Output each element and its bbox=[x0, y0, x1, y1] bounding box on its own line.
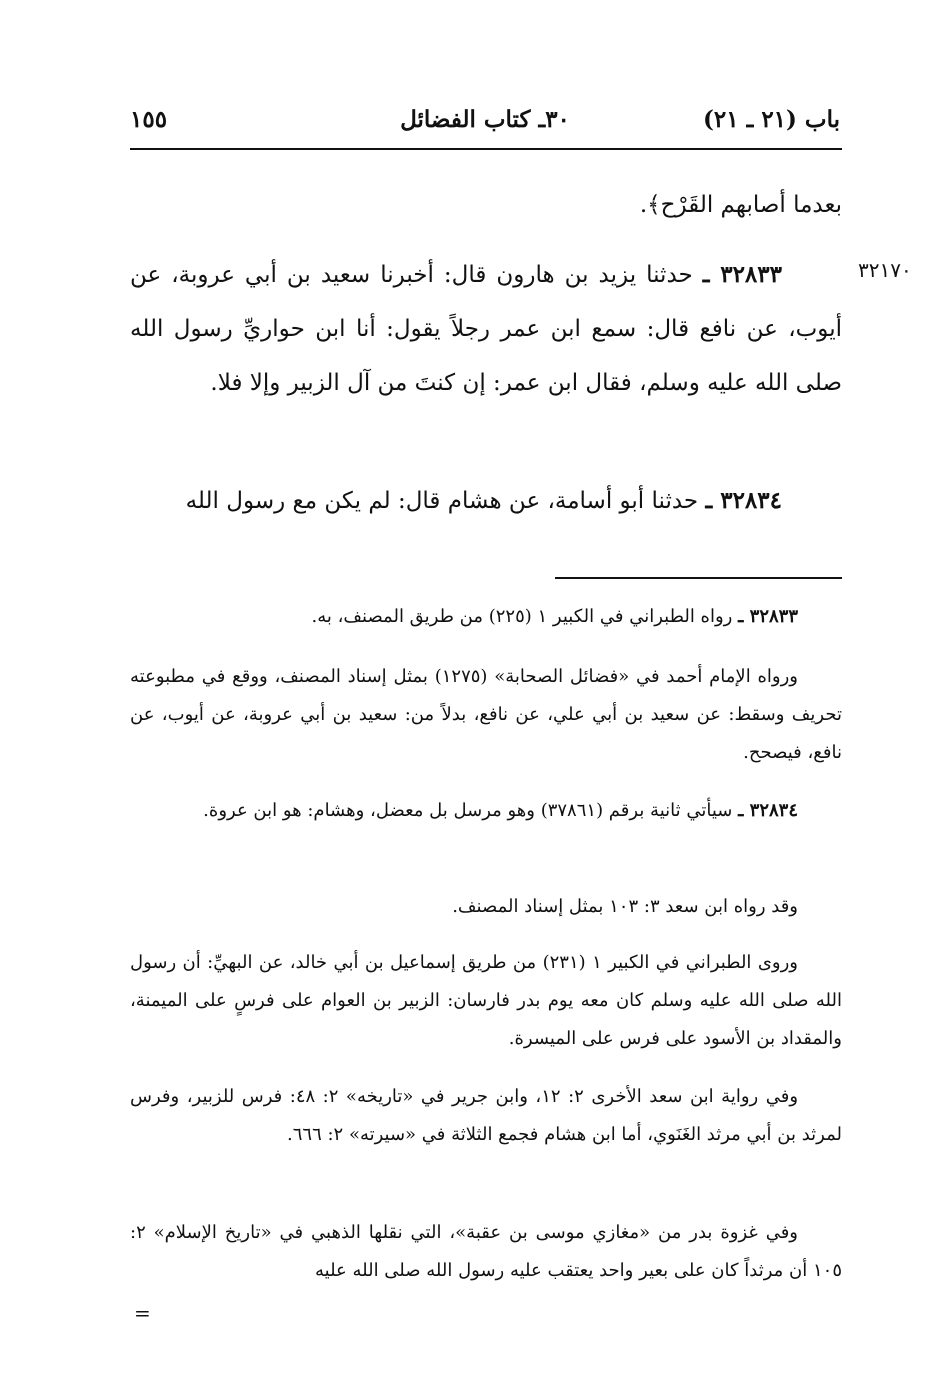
chapter-title: باب (٢١ ـ ٢١) bbox=[702, 106, 840, 133]
footnote-text: وفي غزوة بدر من «مغازي موسى بن عقبة»، التي نقلها الذهبي في «تاريخ الإسلام» ٢: ١٠٥ أن مرثداً كان على بعير واحد يعتقب عليه رسول الله صلى الله عليه bbox=[130, 1222, 842, 1281]
book-title: ٣٠ـ كتاب الفضائل bbox=[400, 106, 570, 133]
footnote-text: وفي رواية ابن سعد الأخرى ٢: ١٢، وابن جرير في «تاريخه» ٢: ٤٨: فرس للزبير، وفرس لمرثد بن أبي مرثد الغَنَوي، أما ابن هشام فجمع الثلاثة في «سيرته» ٢: ٦٦٦. bbox=[130, 1086, 842, 1145]
footnote-number: ٣٢٨٣٤ ـ bbox=[738, 800, 798, 821]
footnote-rule bbox=[555, 577, 842, 579]
continuation-mark: = bbox=[134, 1301, 151, 1325]
hadith-32833 bbox=[130, 248, 842, 410]
footnote-32833 bbox=[130, 598, 842, 636]
footnote-32834 bbox=[130, 792, 842, 830]
page-number: ١٥٥ bbox=[130, 106, 168, 133]
footnote-paragraph bbox=[130, 658, 842, 772]
footnote-text: رواه الطبراني في الكبير ١ (٢٢٥) من طريق المصنف، به. bbox=[311, 606, 733, 627]
footnote-text: سيأتي ثانية برقم (٣٧٨٦١) وهو مرسل بل معضل، وهشام: هو ابن عروة. bbox=[203, 800, 733, 821]
footnote-paragraph bbox=[130, 888, 842, 926]
hadith-32834 bbox=[130, 474, 842, 528]
footnote-paragraph bbox=[130, 1078, 842, 1154]
hadith-text: حدثنا يزيد بن هارون قال: أخبرنا سعيد بن أبي عروبة، عن أيوب، عن نافع قال: سمع ابن عمر رجلاً يقول: أنا ابن حواريِّ رسول الله صلى الله عليه وسلم، فقال ابن عمر: إن كنتَ من آل الزبير وإلا فلا. bbox=[130, 262, 842, 396]
margin-number: ٣٢١٧٠ bbox=[858, 258, 912, 282]
footnote-number: ٣٢٨٣٣ ـ bbox=[738, 606, 798, 627]
footnote-text: وروى الطبراني في الكبير ١ (٢٣١) من طريق إسماعيل بن أبي خالد، عن البهيِّ: أن رسول الله صلى الله عليه وسلم كان معه يوم بدر فارسان: الزبير بن العوام على فرسٍ على الميمنة، والمقداد بن الأسود على فرس على الميسرة. bbox=[130, 952, 842, 1049]
hadith-number: ٣٢٨٣٣ ـ bbox=[702, 261, 782, 288]
footnote-text: وقد رواه ابن سعد ٣: ١٠٣ بمثل إسناد المصنف. bbox=[452, 896, 798, 917]
header-rule bbox=[130, 148, 842, 150]
hadith-text: حدثنا أبو أسامة، عن هشام قال: لم يكن مع رسول الله bbox=[185, 488, 699, 514]
continuation-line bbox=[130, 178, 842, 232]
hadith-number: ٣٢٨٣٤ ـ bbox=[705, 487, 782, 514]
footnote-paragraph bbox=[130, 944, 842, 1058]
footnote-text: ورواه الإمام أحمد في «فضائل الصحابة» (١٢٧٥) بمثل إسناد المصنف، ووقع في مطبوعته تحريف وسقط: عن سعيد بن أبي علي، عن نافع، بدلاً من: سعيد بن أبي عروبة، عن أيوب، عن نافع، فيصحح. bbox=[130, 666, 842, 763]
page-header bbox=[130, 100, 840, 140]
continuation-text: بعدما أصابهم القَرْح﴾. bbox=[639, 192, 842, 218]
footnote-paragraph bbox=[130, 1214, 842, 1290]
